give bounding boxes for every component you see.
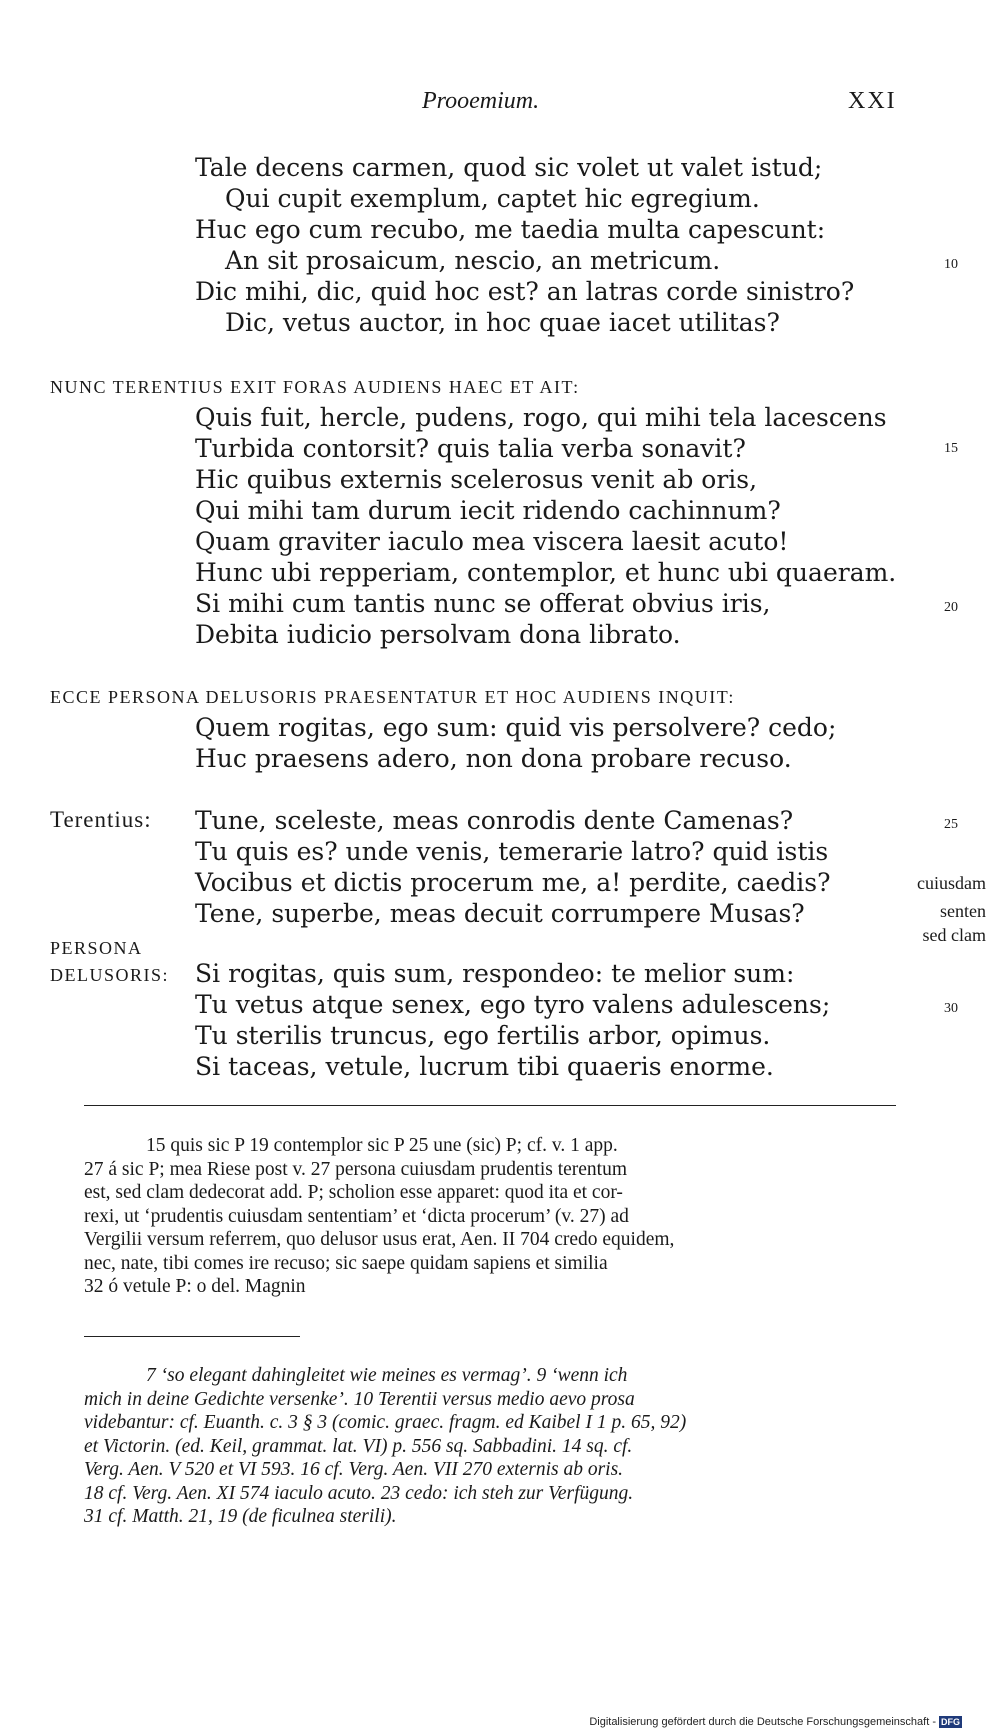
apparatus-line: 27 á sic P; mea Riese post v. 27 persona cuiusdam prudentis terentum xyxy=(84,1158,628,1180)
verse-line: Quam graviter iaculo mea viscera laesit acuto! xyxy=(195,527,789,556)
stage-direction: NUNC TERENTIUS EXIT FORAS AUDIENS HAEC ET AIT: xyxy=(50,377,580,397)
verse-line: Tale decens carmen, quod sic volet ut valet istud; xyxy=(195,153,823,182)
verse-line: Debita iudicio persolvam dona librato. xyxy=(195,620,681,649)
note-line: 18 cf. Verg. Aen. XI 574 iaculo acuto. 23 cedo: ich steh zur Verfügung. xyxy=(84,1482,634,1504)
verse-line: Hunc ubi repperiam, contemplor, et hunc ubi quaeram. xyxy=(195,558,897,587)
stage-direction: ECCE PERSONA DELUSORIS PRAESENTATUR ET HOC AUDIENS INQUIT: xyxy=(50,687,735,707)
verse-line: Si rogitas, quis sum, respondeo: te melior sum: xyxy=(195,959,795,988)
line-number: 30 xyxy=(944,1001,958,1016)
notes-rule xyxy=(84,1336,300,1337)
digitization-footer xyxy=(589,1716,962,1728)
apparatus-line: 15 quis sic P 19 contemplor sic P 25 une (sic) P; cf. v. 1 app. xyxy=(146,1135,618,1156)
note-line: 31 cf. Matth. 21, 19 (de ficulnea sterili). xyxy=(84,1506,397,1527)
verse-line: Turbida contorsit? quis talia verba sonavit? xyxy=(195,434,746,463)
verse-line: Quem rogitas, ego sum: quid vis persolvere? cedo; xyxy=(195,713,837,742)
speaker-label: PERSONA xyxy=(50,938,143,958)
page-number: XXI xyxy=(848,88,897,114)
footer-text: Digitalisierung gefördert durch die Deutsche Forschungsgemeinschaft - xyxy=(589,1716,936,1728)
verse-line: Quis fuit, hercle, pudens, rogo, qui mihi tela lacescens xyxy=(195,403,887,432)
verse-line: Qui cupit exemplum, captet hic egregium. xyxy=(225,184,760,213)
verse-line: Hic quibus externis scelerosus venit ab oris, xyxy=(195,465,758,494)
apparatus-line: est, sed clam dedecorat add. P; scholion esse apparet: quod ita et cor- xyxy=(84,1182,623,1203)
line-number: 15 xyxy=(944,441,958,456)
speaker-label: Terentius: xyxy=(50,807,152,832)
note-line: et Victorin. (ed. Keil, grammat. lat. VI) p. 556 sq. Sabbadini. 14 sq. cf. xyxy=(84,1435,633,1457)
verse-line: Huc praesens adero, non dona probare recuso. xyxy=(195,744,792,773)
verse-line: Dic mihi, dic, quid hoc est? an latras corde sinistro? xyxy=(195,277,855,306)
verse-line: Si taceas, vetule, lucrum tibi quaeris enorme. xyxy=(195,1052,774,1081)
verse-line: An sit prosaicum, nescio, an metricum. xyxy=(225,246,721,275)
apparatus-line: Vergilii versum referrem, quo delusor usus erat, Aen. II 704 credo equidem, xyxy=(84,1229,675,1250)
apparatus-line: nec, nate, tibi comes ire recuso; sic saepe quidam sapiens et similia xyxy=(84,1252,608,1274)
note-line: mich in deine Gedichte versenke’. 10 Terentii versus medio aevo prosa xyxy=(84,1388,635,1410)
commentary-notes xyxy=(84,1364,896,1529)
line-number: 25 xyxy=(944,817,958,832)
marginal-gloss: cuiusdam xyxy=(917,873,986,893)
marginal-gloss: senten xyxy=(940,901,986,921)
verse-line: Tu sterilis truncus, ego fertilis arbor, opimus. xyxy=(195,1021,771,1050)
dfg-logo-icon: DFG xyxy=(941,1717,960,1727)
note-line: Verg. Aen. V 520 et VI 593. 16 cf. Verg. Aen. VII 270 externis ab oris. xyxy=(84,1459,624,1480)
verse-line: Tu quis es? unde venis, temerarie latro? quid istis xyxy=(195,837,829,866)
running-head-title: Prooemium. xyxy=(422,88,540,114)
critical-apparatus xyxy=(84,1134,896,1299)
verse-line: Tu vetus atque senex, ego tyro valens adulescens; xyxy=(195,990,831,1019)
verse-line: Tene, superbe, meas decuit corrumpere Musas? xyxy=(195,899,805,928)
apparatus-line: 32 ó vetule P: o del. Magnin xyxy=(84,1276,306,1297)
note-line: 7 ‘so elegant dahingleitet wie meines es vermag’. 9 ‘wenn ich xyxy=(146,1365,628,1386)
verse-line: Qui mihi tam durum iecit ridendo cachinnum? xyxy=(195,496,781,525)
note-line: videbantur: cf. Euanth. c. 3 § 3 (comic. graec. fragm. ed Kaibel I 1 p. 65, 92) xyxy=(84,1412,687,1433)
line-number: 20 xyxy=(944,600,958,615)
apparatus-rule xyxy=(84,1105,896,1106)
verse-line: Tune, sceleste, meas conrodis dente Camenas? xyxy=(195,806,794,835)
marginal-gloss: sed clam xyxy=(922,925,986,945)
verse-line: Vocibus et dictis procerum me, a! perdite, caedis? xyxy=(195,868,831,897)
verse-line: Si mihi cum tantis nunc se offerat obvius iris, xyxy=(195,589,771,618)
verse-line: Huc ego cum recubo, me taedia multa capescunt: xyxy=(195,215,826,244)
verse-line: Dic, vetus auctor, in hoc quae iacet utilitas? xyxy=(225,308,780,337)
speaker-label: DELUSORIS: xyxy=(50,965,170,985)
line-number: 10 xyxy=(944,257,958,272)
apparatus-line: rexi, ut ‘prudentis cuiusdam sententiam’ et ‘dicta procerum’ (v. 27) ad xyxy=(84,1205,629,1227)
